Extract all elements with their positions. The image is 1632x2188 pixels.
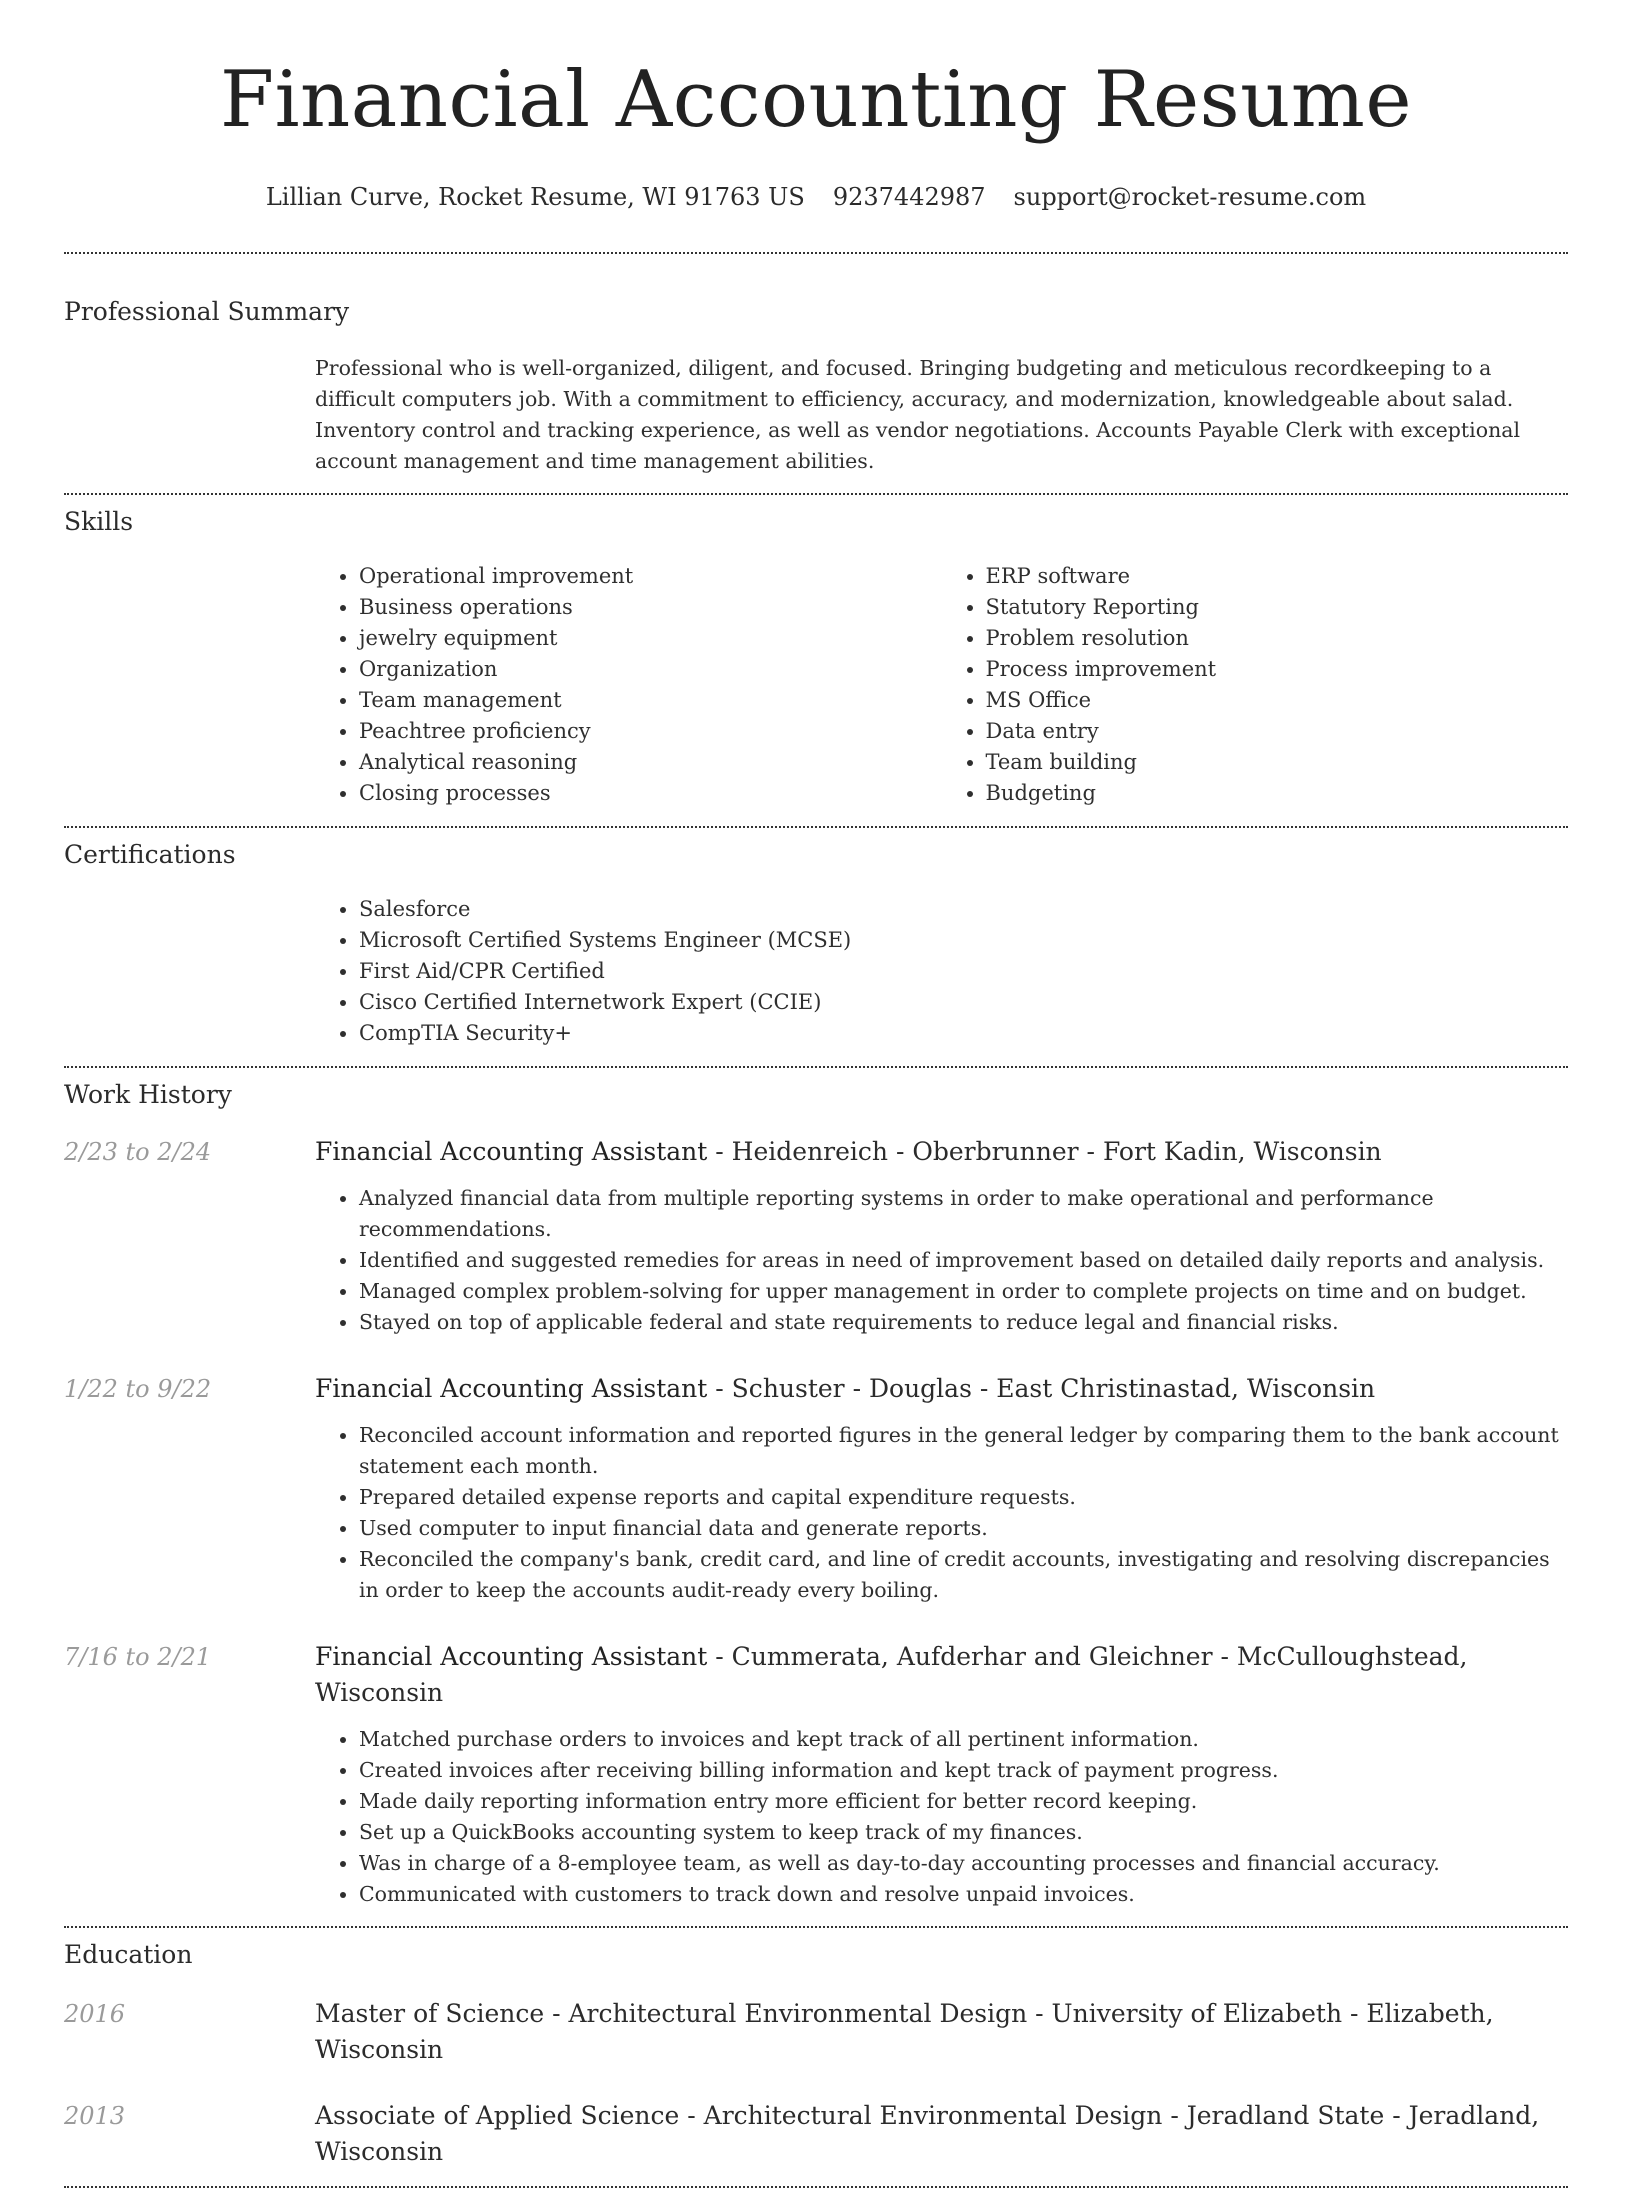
education-entry [64, 1996, 1568, 2068]
work-history-heading: Work History [64, 1080, 232, 1109]
job-bullets [315, 1183, 1568, 1338]
job-bullets [315, 1420, 1568, 1606]
job-title [315, 1134, 1382, 1170]
skill-item: • Team management [359, 685, 942, 716]
education-text: Associate of Applied Science - Architectural Environmental Design - Jeradland State - Jeradland, Wisconsin [315, 2101, 1540, 2166]
resume-title: Financial Accounting Resume [219, 55, 1413, 145]
job-role: Financial Accounting Assistant [315, 1137, 708, 1166]
job-bullet: • Set up a QuickBooks accounting system to keep track of my finances. [359, 1817, 1568, 1848]
skill-item: • Peachtree proficiency [359, 716, 942, 747]
job-bullet: • Identified and suggested remedies for areas in need of improvement based on detailed daily reports and analysis. [359, 1245, 1568, 1276]
education-heading: Education [64, 1940, 193, 1969]
skills-list-right [942, 561, 1569, 809]
contact-line [64, 182, 1568, 212]
education-date: 2016 [64, 2000, 126, 2028]
job-bullet: • Communicated with customers to track down and resolve unpaid invoices. [359, 1879, 1568, 1910]
job-role: Financial Accounting Assistant [315, 1642, 708, 1671]
certifications-list [315, 894, 1568, 1049]
skill-item: • Closing processes [359, 778, 942, 809]
education-section [64, 1928, 1568, 2170]
skill-item: • MS Office [986, 685, 1569, 716]
contact-address: Lillian Curve, Rocket Resume, WI 91763 US [265, 183, 805, 211]
job-title [315, 1639, 1568, 1711]
job-bullet: • Analyzed financial data from multiple reporting systems in order to make operational and performance recommendations. [359, 1183, 1568, 1245]
resume-page [64, 0, 1568, 2188]
job-bullets [315, 1724, 1568, 1910]
job-bullet: • Matched purchase orders to invoices and kept track of all pertinent information. [359, 1724, 1568, 1755]
job-bullet: • Used computer to input financial data and generate reports. [359, 1513, 1568, 1544]
education-entry [64, 2098, 1568, 2170]
job-date: 2/23 to 2/24 [64, 1138, 212, 1166]
job-bullet: • Made daily reporting information entry more efficient for better record keeping. [359, 1786, 1568, 1817]
job-date: 7/16 to 2/21 [64, 1643, 212, 1671]
job-bullet: • Prepared detailed expense reports and capital expenditure requests. [359, 1482, 1568, 1513]
certification-item: • First Aid/CPR Certified [359, 956, 1568, 987]
certification-item: • Microsoft Certified Systems Engineer (MCSE) [359, 925, 1568, 956]
skill-item: • Organization [359, 654, 942, 685]
job-entry [64, 1639, 1568, 1910]
skills-heading: Skills [64, 507, 134, 536]
skill-item: • ERP software [986, 561, 1569, 592]
job-bullet: • Reconciled account information and reported figures in the general ledger by comparing them to the bank account statement each month. [359, 1420, 1568, 1482]
certification-item: • Salesforce [359, 894, 1568, 925]
skill-item: • Business operations [359, 592, 942, 623]
certifications-heading: Certifications [64, 840, 236, 869]
job-role: Financial Accounting Assistant [315, 1374, 708, 1403]
skill-item: • Budgeting [986, 778, 1569, 809]
job-entry [64, 1371, 1568, 1606]
job-entry [64, 1134, 1568, 1338]
education-text: Master of Science - Architectural Environmental Design - University of Elizabeth - Elizabeth, Wisconsin [315, 1999, 1494, 2064]
job-details: - Heidenreich - Oberbrunner - Fort Kadin, Wisconsin [707, 1137, 1382, 1166]
skill-item: • Process improvement [986, 654, 1569, 685]
job-details: - Schuster - Douglas - East Christinastad, Wisconsin [707, 1374, 1376, 1403]
skill-item: • Team building [986, 747, 1569, 778]
skill-item: • jewelry equipment [359, 623, 942, 654]
education-date: 2013 [64, 2102, 126, 2130]
job-date: 1/22 to 9/22 [64, 1375, 212, 1403]
certifications-section [64, 828, 1568, 1049]
certification-item: • CompTIA Security+ [359, 1018, 1568, 1049]
job-bullet: • Managed complex problem-solving for upper management in order to complete projects on time and on budget. [359, 1276, 1568, 1307]
contact-email: support@rocket-resume.com [1013, 183, 1367, 211]
job-bullet: • Created invoices after receiving billing information and kept track of payment progress. [359, 1755, 1568, 1786]
skill-item: • Analytical reasoning [359, 747, 942, 778]
work-history-section [64, 1068, 1568, 1910]
skill-item: • Data entry [986, 716, 1569, 747]
job-bullet: • Was in charge of a 8-employee team, as well as day-to-day accounting processes and financial accuracy. [359, 1848, 1568, 1879]
skills-section [64, 495, 1568, 809]
summary-text: Professional who is well-organized, diligent, and focused. Bringing budgeting and meticulous recordkeeping to a difficult computers job. With a commitment to efficiency, accuracy, and modernization, knowledgeable about salad. Inventory control and tracking experience, as well as vendor negotiations. Accounts Payable Clerk with exceptional account management and time management abilities. [315, 356, 1521, 473]
job-title [315, 1371, 1375, 1407]
job-bullet: • Stayed on top of applicable federal and state requirements to reduce legal and financial risks. [359, 1307, 1568, 1338]
skill-item: • Statutory Reporting [986, 592, 1569, 623]
summary-section [64, 254, 1568, 477]
skill-item: • Operational improvement [359, 561, 942, 592]
job-details: - Cummerata, Aufderhar and Gleichner - McCulloughstead, Wisconsin [315, 1642, 1468, 1707]
certification-item: • Cisco Certified Internetwork Expert (CCIE) [359, 987, 1568, 1018]
contact-phone: 9237442987 [832, 183, 986, 211]
skills-list-left [315, 561, 942, 809]
skill-item: • Problem resolution [986, 623, 1569, 654]
summary-heading: Professional Summary [64, 297, 350, 326]
job-bullet: • Reconciled the company's bank, credit card, and line of credit accounts, investigating and resolving discrepancies in order to keep the accounts audit-ready every boiling. [359, 1544, 1568, 1606]
